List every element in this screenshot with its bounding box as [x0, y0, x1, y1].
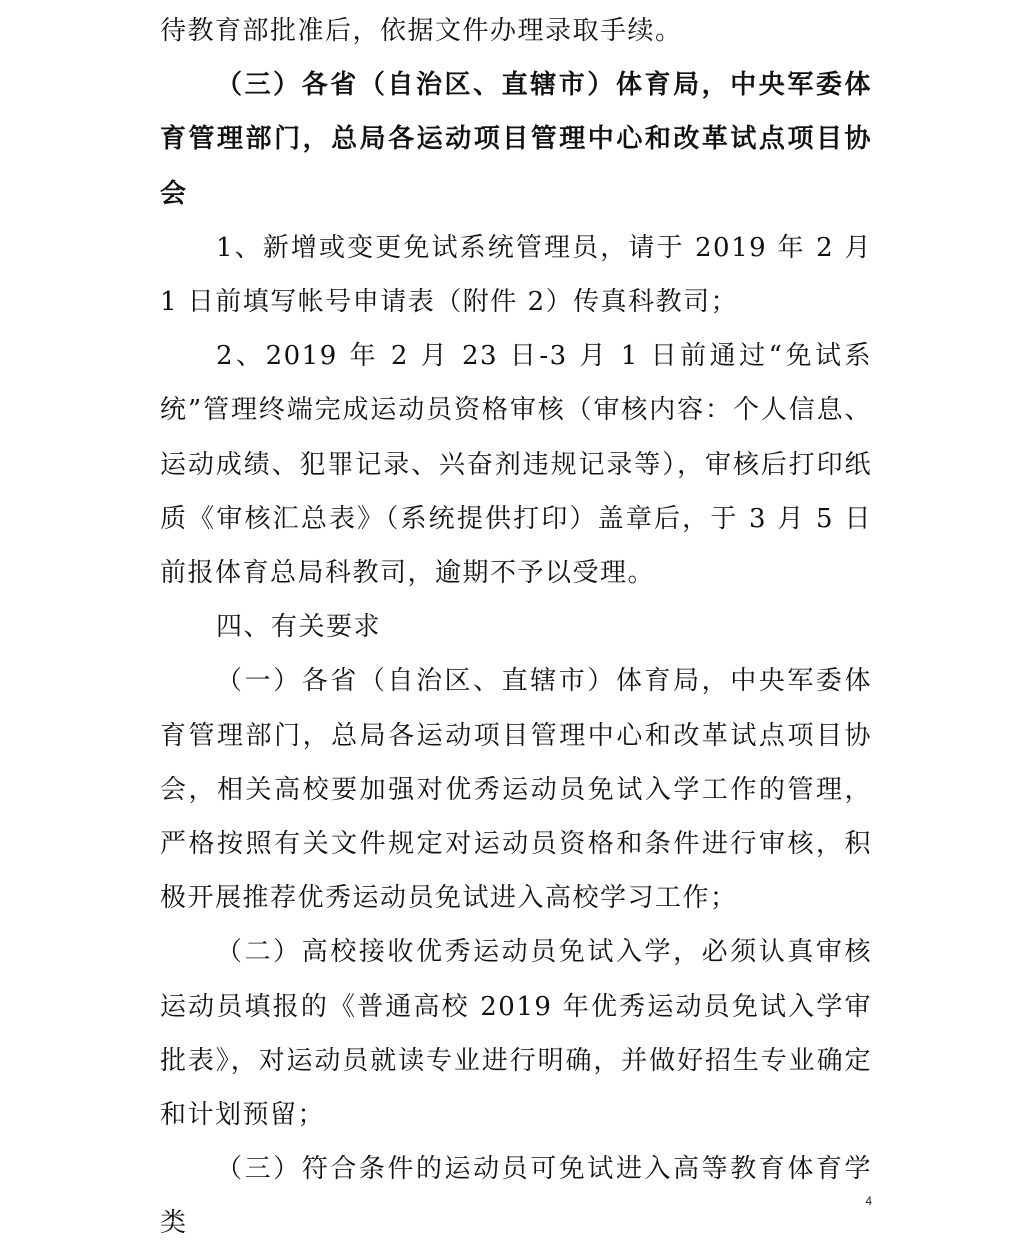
- paragraph-approval-continuation: 待教育部批准后，依据文件办理录取手续。: [160, 16, 683, 46]
- paragraph-item-2-qualification-review: 2、2019 年 2 月 23 日-3 月 1 日前通过“免试系统”管理终端完成运动员资格审核（审核内容：个人信息、运动成绩、犯罪记录、兴奋剂违规记录等），审核后打印纸质《审核汇总表》（系统提供打印）盖章后，于 3 月 5 日前报体育总局科教司，逾期不予以受理。: [160, 341, 872, 589]
- document-body: [160, 4, 872, 1251]
- paragraph-requirement-1: （一）各省（自治区、直辖市）体育局，中央军委体育管理部门，总局各运动项目管理中心和改革试点项目协会，相关高校要加强对优秀运动员免试入学工作的管理，严格按照有关文件规定对运动员资格和条件进行审核，积极开展推荐优秀运动员免试进入高校学习工作；: [160, 666, 872, 914]
- page-number: 4: [865, 1194, 872, 1208]
- paragraph-item-1-administrator: 1、新增或变更免试系统管理员，请于 2019 年 2 月 1 日前填写帐号申请表（附件 2）传真科教司；: [160, 232, 872, 318]
- paragraph-requirement-2: （二）高校接收优秀运动员免试入学，必须认真审核运动员填报的《普通高校 2019 年优秀运动员免试入学审批表》，对运动员就读专业进行明确，并做好招生专业确定和计划预留；: [160, 937, 872, 1131]
- heading-section-four-requirements: 四、有关要求: [216, 612, 382, 643]
- heading-section-three-provincial-bureaus: （三）各省（自治区、直辖市）体育局，中央军委体育管理部门，总局各运动项目管理中心和改革试点项目协会: [160, 70, 872, 209]
- paragraph-requirement-3: （三）符合条件的运动员可免试进入高等教育体育学类: [160, 1154, 872, 1239]
